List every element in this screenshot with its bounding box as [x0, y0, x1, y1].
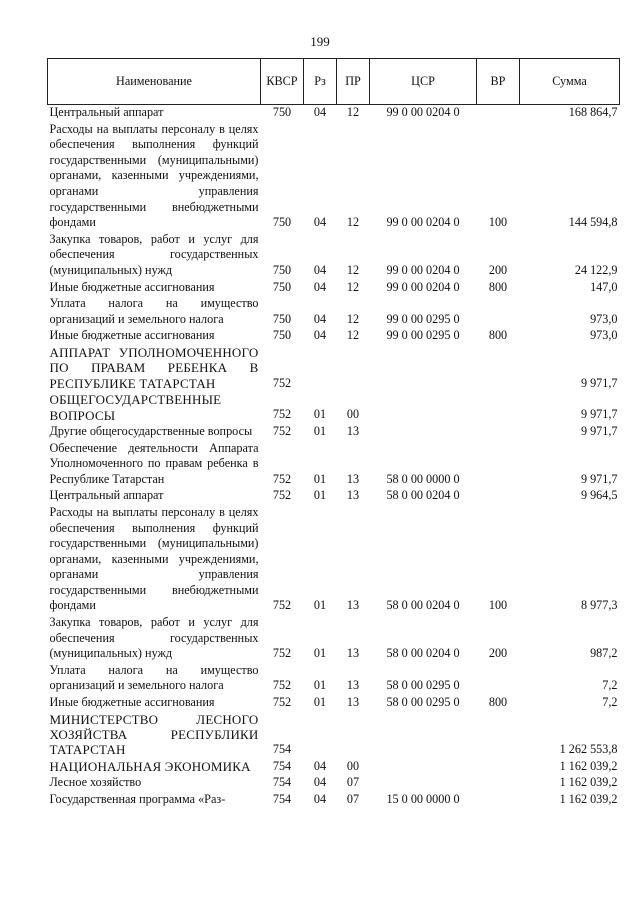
cell-pr: 00: [346, 758, 360, 773]
cell-rz: 04: [313, 311, 327, 326]
cell-rz: 04: [313, 792, 327, 807]
cell-rz: 01: [313, 598, 327, 613]
cell-csr: 58 0 00 0204 0: [386, 488, 460, 503]
table-row: [48, 505, 620, 615]
cell-kvsr: 752: [272, 423, 292, 438]
cell-sum: 7,2: [602, 678, 618, 693]
table-row: [48, 328, 620, 345]
cell-kvsr: 750: [272, 215, 292, 230]
table-body: [48, 105, 620, 809]
table-row: [48, 105, 620, 122]
table-header: [48, 59, 620, 105]
cell-sum: 168 864,7: [568, 105, 618, 119]
cell-kvsr: 752: [272, 646, 292, 661]
cell-csr: 58 0 00 0000 0: [386, 471, 460, 486]
cell-vr: [477, 345, 520, 392]
table-row: [48, 232, 620, 280]
cell-name: Обеспечение деятельности Аппарата Уполномоченного по правам ребенка в Республике Татарстан: [49, 440, 259, 486]
cell-name: Лесное хозяйство: [49, 775, 142, 790]
cell-pr: 13: [346, 471, 360, 486]
cell-csr: 15 0 00 0000 0: [386, 792, 460, 807]
table-row: [48, 488, 620, 505]
cell-csr: 99 0 00 0204 0: [386, 105, 460, 119]
cell-pr: 12: [346, 262, 360, 277]
cell-sum: 1 162 039,2: [559, 792, 618, 807]
cell-kvsr: 754: [272, 742, 292, 757]
column-header-rz: Рз: [304, 59, 337, 105]
budget-table: [47, 58, 620, 809]
column-header-sum: Сумма: [520, 59, 620, 105]
table-row: [48, 122, 620, 232]
table-row: [48, 424, 620, 441]
cell-sum: 9 971,7: [580, 423, 618, 438]
table-row: [48, 695, 620, 712]
cell-pr: 13: [346, 646, 360, 661]
cell-sum: 8 977,3: [580, 598, 618, 613]
cell-pr: 12: [346, 105, 360, 119]
cell-sum: 9 971,7: [580, 407, 618, 422]
table-row: [48, 296, 620, 328]
cell-csr: [370, 775, 477, 792]
table-row: [48, 712, 620, 759]
cell-name: Иные бюджетные ассигнования: [49, 279, 215, 294]
cell-pr: 07: [346, 775, 360, 790]
cell-sum: 9 971,7: [580, 471, 618, 486]
cell-sum: 9 964,5: [580, 488, 618, 503]
table-row: [48, 615, 620, 663]
cell-kvsr: 750: [272, 105, 292, 119]
cell-pr: 12: [346, 311, 360, 326]
cell-name: НАЦИОНАЛЬНАЯ ЭКОНОМИКА: [49, 759, 251, 775]
cell-name: Центральный аппарат: [49, 488, 164, 503]
cell-rz: 01: [313, 488, 327, 503]
cell-rz: 01: [313, 678, 327, 693]
cell-pr: 12: [346, 279, 360, 294]
cell-rz: 01: [313, 407, 327, 422]
cell-csr: 58 0 00 0295 0: [386, 678, 460, 693]
cell-csr: [370, 424, 477, 441]
cell-csr: 99 0 00 0295 0: [386, 311, 460, 326]
cell-name: Другие общегосударственные вопросы: [49, 423, 253, 438]
cell-rz: 01: [313, 646, 327, 661]
cell-vr: [477, 392, 520, 424]
cell-name: ОБЩЕГОСУДАРСТВЕННЫЕ ВОПРОСЫ: [49, 392, 222, 423]
cell-rz: [304, 345, 337, 392]
table-row: [48, 759, 620, 776]
cell-kvsr: 752: [272, 598, 292, 613]
cell-rz: 04: [313, 328, 327, 343]
cell-sum: 973,0: [590, 328, 618, 343]
cell-pr: 13: [346, 488, 360, 503]
cell-vr: [477, 792, 520, 809]
column-header-csr: ЦСР: [370, 59, 477, 105]
cell-pr: 07: [346, 792, 360, 807]
cell-kvsr: 754: [272, 758, 292, 773]
cell-kvsr: 754: [272, 792, 292, 807]
table-row: [48, 792, 620, 809]
table-row: [48, 663, 620, 695]
cell-rz: 04: [313, 279, 327, 294]
cell-pr: [337, 712, 370, 759]
cell-kvsr: 752: [272, 471, 292, 486]
cell-name: Иные бюджетные ассигнования: [49, 695, 215, 710]
cell-vr: [477, 105, 520, 122]
cell-vr: 800: [488, 695, 508, 710]
cell-name: Центральный аппарат: [49, 105, 164, 119]
cell-csr: [370, 712, 477, 759]
cell-vr: [477, 759, 520, 776]
cell-name: АППАРАТ УПОЛНОМОЧЕННОГО ПО ПРАВАМ РЕБЕНКА В РЕСПУБЛИКЕ ТАТАРСТАН: [49, 344, 259, 391]
cell-pr: 13: [346, 423, 360, 438]
cell-csr: 58 0 00 0204 0: [386, 646, 460, 661]
cell-csr: 58 0 00 0204 0: [386, 598, 460, 613]
cell-name: Расходы на выплаты персоналу в целях обеспечения выполнения функций государственными (муниципальными) органами, казенными учреждениями, органами управления государственными внебюджетными фондами: [49, 121, 259, 230]
cell-vr: [477, 663, 520, 695]
cell-pr: 12: [346, 215, 360, 230]
cell-sum: 1 162 039,2: [559, 758, 618, 773]
column-header-vr: ВР: [477, 59, 520, 105]
cell-kvsr: 752: [272, 375, 292, 390]
cell-rz: 04: [313, 105, 327, 119]
cell-rz: [304, 712, 337, 759]
cell-csr: [370, 345, 477, 392]
cell-vr: [477, 488, 520, 505]
cell-rz: 01: [313, 695, 327, 710]
cell-kvsr: 752: [272, 678, 292, 693]
cell-csr: [370, 759, 477, 776]
cell-pr: [337, 345, 370, 392]
cell-kvsr: 754: [272, 775, 292, 790]
cell-csr: 99 0 00 0204 0: [386, 215, 460, 230]
cell-name: Закупка товаров, работ и услуг для обеспечения государственных (муниципальных) нужд: [49, 615, 259, 661]
cell-name: Уплата налога на имущество организаций и земельного налога: [49, 662, 259, 693]
table-row: [48, 392, 620, 424]
cell-rz: 01: [313, 471, 327, 486]
cell-name: МИНИСТЕРСТВО ЛЕСНОГО ХОЗЯЙСТВА РЕСПУБЛИКИ ТАТАРСТАН: [49, 711, 259, 758]
cell-vr: [477, 296, 520, 328]
table-row: [48, 441, 620, 489]
table-row: [48, 345, 620, 392]
cell-csr: 58 0 00 0295 0: [386, 695, 460, 710]
cell-vr: 800: [488, 328, 508, 343]
cell-kvsr: 752: [272, 407, 292, 422]
cell-sum: 973,0: [590, 311, 618, 326]
table-row: [48, 280, 620, 297]
cell-csr: 99 0 00 0204 0: [386, 262, 460, 277]
cell-kvsr: 750: [272, 311, 292, 326]
cell-name: Иные бюджетные ассигнования: [49, 328, 215, 343]
column-header-name: Наименование: [48, 59, 261, 105]
cell-sum: 1 162 039,2: [559, 775, 618, 790]
cell-sum: 987,2: [590, 646, 618, 661]
cell-csr: 99 0 00 0204 0: [386, 279, 460, 294]
cell-rz: 04: [313, 215, 327, 230]
cell-vr: 100: [488, 598, 508, 613]
cell-rz: 01: [313, 423, 327, 438]
cell-rz: 04: [313, 262, 327, 277]
cell-sum: 9 971,7: [580, 375, 618, 390]
cell-sum: 24 122,9: [574, 262, 618, 277]
cell-vr: [477, 441, 520, 489]
cell-pr: 13: [346, 598, 360, 613]
column-header-pr: ПР: [337, 59, 370, 105]
cell-rz: 04: [313, 775, 327, 790]
cell-pr: 13: [346, 695, 360, 710]
cell-vr: 200: [488, 646, 508, 661]
cell-sum: 7,2: [602, 695, 618, 710]
cell-vr: [477, 424, 520, 441]
cell-kvsr: 752: [272, 695, 292, 710]
cell-kvsr: 750: [272, 328, 292, 343]
cell-csr: 99 0 00 0295 0: [386, 328, 460, 343]
cell-name: Закупка товаров, работ и услуг для обеспечения государственных (муниципальных) нужд: [49, 231, 259, 277]
cell-pr: 13: [346, 678, 360, 693]
cell-sum: 147,0: [590, 279, 618, 294]
column-header-kvsr: КВСР: [261, 59, 304, 105]
cell-csr: [370, 392, 477, 424]
cell-name: Государственная программа «Раз-: [49, 792, 226, 807]
page-number: 199: [310, 34, 330, 49]
cell-kvsr: 750: [272, 279, 292, 294]
cell-vr: 100: [488, 215, 508, 230]
table-row: [48, 775, 620, 792]
cell-sum: 1 262 553,8: [559, 742, 618, 757]
cell-kvsr: 750: [272, 262, 292, 277]
cell-pr: 00: [346, 407, 360, 422]
cell-sum: 144 594,8: [568, 215, 618, 230]
cell-vr: [477, 712, 520, 759]
cell-pr: 12: [346, 328, 360, 343]
cell-name: Расходы на выплаты персоналу в целях обеспечения выполнения функций государственными (муниципальными) органами, казенными учреждениями, органами управления государственными внебюджетными фондами: [49, 504, 259, 613]
cell-name: Уплата налога на имущество организаций и земельного налога: [49, 296, 259, 326]
cell-vr: 800: [488, 279, 508, 294]
cell-vr: [477, 775, 520, 792]
cell-kvsr: 752: [272, 488, 292, 503]
cell-rz: 04: [313, 758, 327, 773]
cell-vr: 200: [488, 262, 508, 277]
